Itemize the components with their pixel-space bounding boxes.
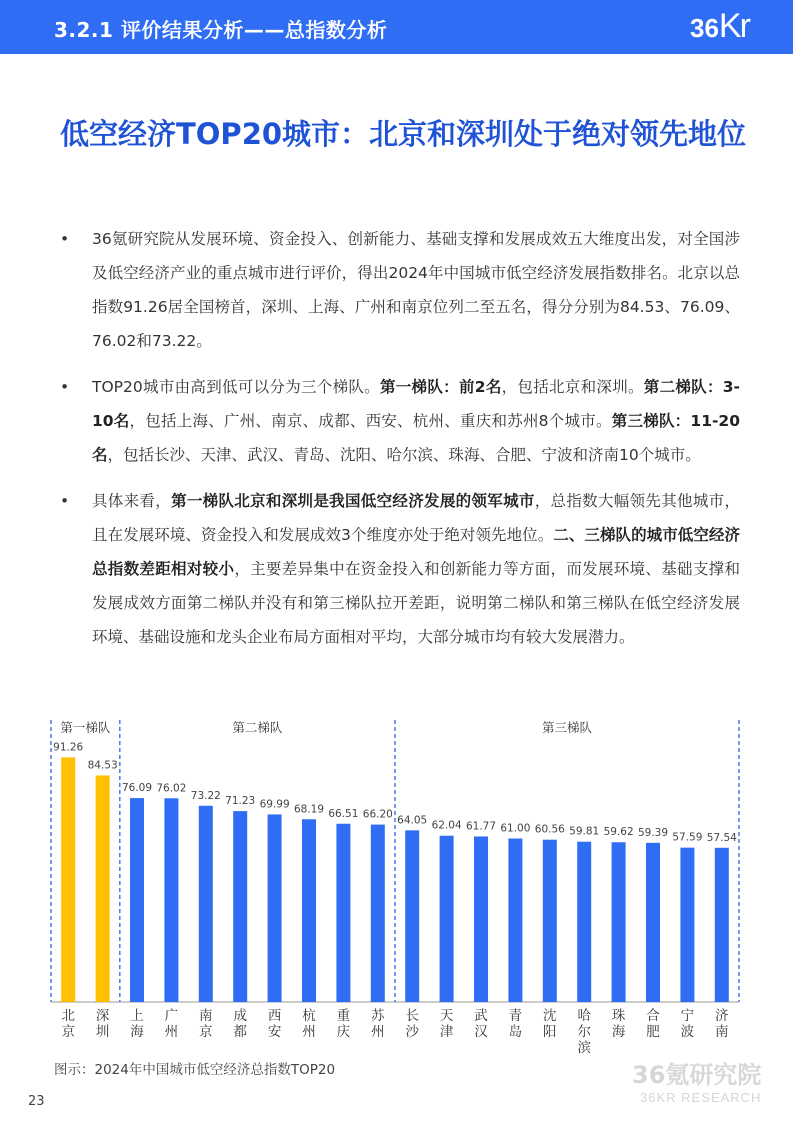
bar-8 xyxy=(302,819,316,1002)
bar-10 xyxy=(371,825,385,1002)
logo-36kr xyxy=(690,4,749,50)
bullet-bold-text: 第二梯队：3-10名 xyxy=(92,378,740,430)
category-label: 合肥 xyxy=(646,1008,660,1040)
bullet-plain-text: ，包括北京和深圳。 xyxy=(501,378,644,396)
bullet-plain-text: ，总指数大幅领先其他城市，且在发展环境、资金投入和发展成效3个维度亦处于绝对领先地位。 xyxy=(92,492,740,544)
category-label: 长沙 xyxy=(405,1008,419,1040)
bullet-plain-text: ，包括上海、广州、南京、成都、西安、杭州、重庆和苏州8个城市。 xyxy=(129,412,612,430)
bar-value-label: 59.81 xyxy=(569,825,600,838)
bar-value-label: 59.62 xyxy=(603,826,634,839)
bar-15 xyxy=(543,840,557,1002)
bar-value-label: 71.23 xyxy=(225,795,256,808)
bar-18 xyxy=(646,843,660,1002)
bullet-plain-text: ，主要差异集中在资金投入和创新能力等方面，而发展环境、基础支撑和发展成效方面第二梯队并没有和第三梯队拉开差距，说明第二梯队和第三梯队在低空经济发展环境、基础设施和龙头企业布局方面相对平均，大部分城市均有较大发展潜力。 xyxy=(92,560,740,646)
category-label: 珠海 xyxy=(611,1008,626,1040)
category-label: 成都 xyxy=(233,1008,247,1040)
bar-14 xyxy=(508,839,522,1002)
category-label: 武汉 xyxy=(474,1008,488,1040)
bar-value-label: 61.77 xyxy=(465,820,497,833)
bar-value-label: 66.51 xyxy=(328,807,359,820)
category-label: 广州 xyxy=(164,1008,179,1040)
category-label: 重庆 xyxy=(336,1008,351,1040)
bar-9 xyxy=(336,824,350,1002)
bar-value-label: 76.02 xyxy=(156,782,187,795)
bullet-text xyxy=(92,492,740,646)
category-label: 沈阳 xyxy=(543,1008,557,1040)
bullet-plain-text: 36氪研究院从发展环境、资金投入、创新能力、基础支撑和发展成效五大维度出发，对全国涉及低空经济产业的重点城市进行评价，得出2024年中国城市低空经济发展指数排名。北京以总指数91.26居全国榜首，深圳、上海、广州和南京位列二至五名，得分分别为84.53、76.09、76.02和73.22。 xyxy=(92,230,740,350)
watermark xyxy=(632,1055,761,1105)
bar-1 xyxy=(61,757,75,1002)
header-bar xyxy=(0,0,793,54)
bullet-symbol: • xyxy=(60,230,70,248)
category-label: 西安 xyxy=(267,1008,282,1040)
bar-value-label: 76.09 xyxy=(121,782,153,795)
bar-value-label: 60.56 xyxy=(534,823,565,836)
bar-value-label: 62.04 xyxy=(431,819,462,832)
bar-13 xyxy=(474,836,488,1002)
bullet-list xyxy=(60,222,740,666)
bar-3 xyxy=(130,798,144,1002)
bar-value-label: 61.00 xyxy=(500,822,531,835)
bar-7 xyxy=(268,814,282,1002)
bullet-bold-text: 二、三梯队的城市低空经济总指数差距相对较小 xyxy=(92,526,740,578)
category-label: 青岛 xyxy=(508,1008,523,1040)
figure-caption: 图示：2024年中国城市低空经济总指数TOP20 xyxy=(54,1062,336,1078)
bullet-text xyxy=(92,230,740,350)
bullet-bold-text: 第一梯队北京和深圳是我国低空经济发展的领军城市 xyxy=(171,492,535,510)
bullet-text xyxy=(92,378,740,464)
watermark-line2: 36KR RESEARCH xyxy=(640,1090,762,1105)
bar-4 xyxy=(164,798,178,1002)
bar-19 xyxy=(680,848,694,1002)
bar-2 xyxy=(96,775,110,1002)
category-label: 哈尔滨 xyxy=(577,1008,591,1056)
bullet-item-3 xyxy=(60,484,740,654)
tier-label: 第三梯队 xyxy=(541,720,593,735)
watermark-line1: 36氪研究院 xyxy=(632,1061,762,1089)
bar-value-label: 66.20 xyxy=(362,808,393,821)
bullet-item-2 xyxy=(60,370,740,472)
bar-value-label: 59.39 xyxy=(637,826,669,839)
category-label: 上海 xyxy=(130,1008,144,1040)
page-title: 低空经济TOP20城市：北京和深圳处于绝对领先地位 xyxy=(60,117,747,151)
bar-12 xyxy=(440,836,454,1002)
category-label: 北京 xyxy=(61,1008,75,1040)
category-label: 宁波 xyxy=(680,1008,695,1040)
bullet-plain-text: 具体来看， xyxy=(92,492,172,510)
section-title: 3.2.1 评价结果分析——总指数分析 xyxy=(54,18,388,42)
bar-20 xyxy=(715,848,729,1002)
bar-value-label: 91.26 xyxy=(53,741,84,754)
bar-value-label: 57.59 xyxy=(672,831,703,844)
category-label: 济南 xyxy=(715,1008,729,1040)
bar-value-label: 73.22 xyxy=(190,789,221,802)
bullet-item-1 xyxy=(60,222,740,358)
bar-17 xyxy=(612,842,626,1002)
bullet-plain-text: TOP20城市由高到低可以分为三个梯队。 xyxy=(92,378,380,396)
category-label: 苏州 xyxy=(371,1008,385,1040)
bar-5 xyxy=(199,806,213,1002)
bar-11 xyxy=(405,830,419,1002)
logo-number: 36 xyxy=(690,13,719,43)
tier-label: 第一梯队 xyxy=(60,720,111,735)
bullet-symbol: • xyxy=(60,492,70,510)
tier-label: 第二梯队 xyxy=(232,720,283,735)
category-label: 南京 xyxy=(199,1008,213,1040)
page-number: 23 xyxy=(28,1094,45,1109)
bar-6 xyxy=(233,811,247,1002)
bar-value-label: 57.54 xyxy=(706,831,737,844)
bar-value-label: 69.99 xyxy=(259,798,290,811)
category-label: 天津 xyxy=(439,1008,454,1040)
bullet-bold-text: 第三梯队：11-20名 xyxy=(92,412,740,464)
category-label: 深圳 xyxy=(95,1008,110,1040)
tier-bar-chart xyxy=(0,710,793,1060)
bar-value-label: 84.53 xyxy=(87,759,118,772)
bullet-symbol: • xyxy=(60,378,70,396)
bar-value-label: 68.19 xyxy=(293,803,325,816)
bar-value-label: 64.05 xyxy=(397,814,428,827)
bullet-bold-text: 第一梯队：前2名 xyxy=(379,378,502,396)
bar-16 xyxy=(577,842,591,1002)
category-label: 杭州 xyxy=(302,1008,316,1040)
bullet-plain-text: ，包括长沙、天津、武汉、青岛、沈阳、哈尔滨、珠海、合肥、宁波和济南10个城市。 xyxy=(107,446,701,464)
logo-letters: Kr xyxy=(718,7,749,45)
